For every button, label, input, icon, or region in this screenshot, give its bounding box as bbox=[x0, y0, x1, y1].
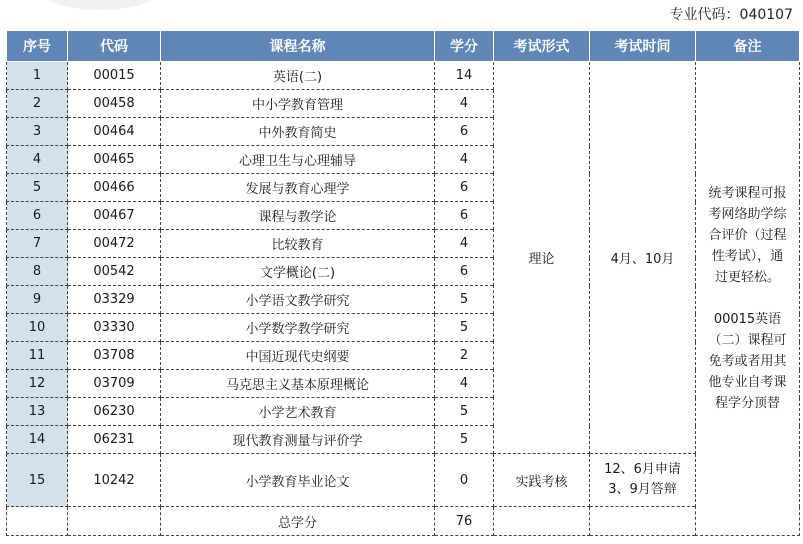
cell-credit: 5 bbox=[435, 426, 494, 454]
cell-seq: 12 bbox=[7, 370, 68, 398]
cell-empty bbox=[494, 507, 590, 536]
cell-exam-form-theory: 理论 bbox=[494, 62, 590, 454]
note-line: 合评价（过程 bbox=[708, 228, 787, 243]
cell-code: 06231 bbox=[68, 426, 161, 454]
total-label: 总学分 bbox=[161, 507, 435, 536]
col-header-credit: 学分 bbox=[435, 31, 494, 62]
cell-credit: 5 bbox=[435, 314, 494, 342]
cell-seq: 7 bbox=[7, 230, 68, 258]
cell-name: 心理卫生与心理辅导 bbox=[161, 146, 435, 174]
cell-seq: 3 bbox=[7, 118, 68, 146]
table-row bbox=[7, 454, 800, 507]
cell-seq: 1 bbox=[7, 62, 68, 90]
note-line: 程学分顶替 bbox=[714, 396, 780, 411]
cell-credit: 4 bbox=[435, 90, 494, 118]
cell-code: 03330 bbox=[68, 314, 161, 342]
cell-code: 06230 bbox=[68, 398, 161, 426]
cell-code: 00542 bbox=[68, 258, 161, 286]
cell-exam-form-practice: 实践考核 bbox=[494, 454, 590, 507]
cell-code: 00466 bbox=[68, 174, 161, 202]
total-row bbox=[7, 507, 800, 536]
cell-exam-time-theory: 4月、10月 bbox=[590, 62, 696, 454]
col-header-code: 代码 bbox=[68, 31, 161, 62]
cell-note bbox=[696, 62, 800, 536]
note-line: 过更轻松。 bbox=[714, 270, 780, 285]
logo-watermark bbox=[40, 0, 160, 10]
cell-name: 比较教育 bbox=[161, 230, 435, 258]
note-line: 他专业自考课 bbox=[708, 375, 787, 390]
cell-code: 00015 bbox=[68, 62, 161, 90]
cell-code: 00464 bbox=[68, 118, 161, 146]
cell-credit: 6 bbox=[435, 202, 494, 230]
note-line: 统考课程可报 bbox=[708, 186, 787, 201]
cell-code: 10242 bbox=[68, 454, 161, 507]
cell-credit: 2 bbox=[435, 342, 494, 370]
cell-seq: 6 bbox=[7, 202, 68, 230]
table-row bbox=[7, 62, 800, 90]
cell-credit: 6 bbox=[435, 258, 494, 286]
cell-name: 文学概论(二) bbox=[161, 258, 435, 286]
col-header-note: 备注 bbox=[696, 31, 800, 62]
cell-empty bbox=[7, 507, 68, 536]
cell-name: 小学语文教学研究 bbox=[161, 286, 435, 314]
cell-name: 发展与教育心理学 bbox=[161, 174, 435, 202]
cell-code: 03329 bbox=[68, 286, 161, 314]
cell-name: 中外教育简史 bbox=[161, 118, 435, 146]
cell-seq: 4 bbox=[7, 146, 68, 174]
major-code-label: 专业代码：040107 bbox=[669, 7, 793, 23]
cell-seq: 5 bbox=[7, 174, 68, 202]
cell-credit: 0 bbox=[435, 454, 494, 507]
cell-credit: 4 bbox=[435, 146, 494, 174]
note-line: （二）课程可 bbox=[708, 333, 787, 348]
note-line: 00015英语 bbox=[713, 312, 782, 327]
cell-name: 现代教育测量与评价学 bbox=[161, 426, 435, 454]
cell-credit: 5 bbox=[435, 286, 494, 314]
course-table bbox=[6, 30, 800, 536]
cell-code: 03708 bbox=[68, 342, 161, 370]
cell-name: 小学艺术教育 bbox=[161, 398, 435, 426]
note-line: 考网络助学综 bbox=[708, 207, 787, 222]
cell-credit: 5 bbox=[435, 398, 494, 426]
cell-seq: 11 bbox=[7, 342, 68, 370]
cell-credit: 6 bbox=[435, 118, 494, 146]
cell-credit: 4 bbox=[435, 230, 494, 258]
cell-seq: 10 bbox=[7, 314, 68, 342]
col-header-exam-form: 考试形式 bbox=[494, 31, 590, 62]
col-header-exam-time: 考试时间 bbox=[590, 31, 696, 62]
cell-name: 马克思主义基本原理概论 bbox=[161, 370, 435, 398]
table-header-row bbox=[7, 31, 800, 62]
note-line: 免考或者用其 bbox=[708, 354, 787, 369]
cell-seq: 8 bbox=[7, 258, 68, 286]
cell-credit: 14 bbox=[435, 62, 494, 90]
cell-name: 英语(二) bbox=[161, 62, 435, 90]
cell-code: 03709 bbox=[68, 370, 161, 398]
cell-code: 00472 bbox=[68, 230, 161, 258]
col-header-seq: 序号 bbox=[7, 31, 68, 62]
note-line: 性考试），通 bbox=[711, 249, 784, 264]
cell-seq: 13 bbox=[7, 398, 68, 426]
cell-seq: 15 bbox=[7, 454, 68, 507]
cell-seq: 14 bbox=[7, 426, 68, 454]
cell-code: 00458 bbox=[68, 90, 161, 118]
cell-name: 中国近现代史纲要 bbox=[161, 342, 435, 370]
cell-name: 课程与教学论 bbox=[161, 202, 435, 230]
exam-time-line: 3、9月答辩 bbox=[608, 482, 677, 497]
cell-empty bbox=[590, 507, 696, 536]
cell-credit: 4 bbox=[435, 370, 494, 398]
cell-exam-time-practice bbox=[590, 454, 696, 507]
total-credit: 76 bbox=[435, 507, 494, 536]
cell-name: 中小学教育管理 bbox=[161, 90, 435, 118]
exam-time-line: 12、6月申请 bbox=[604, 462, 681, 477]
col-header-name: 课程名称 bbox=[161, 31, 435, 62]
cell-code: 00465 bbox=[68, 146, 161, 174]
cell-seq: 9 bbox=[7, 286, 68, 314]
cell-code: 00467 bbox=[68, 202, 161, 230]
cell-credit: 6 bbox=[435, 174, 494, 202]
cell-name: 小学数学教学研究 bbox=[161, 314, 435, 342]
cell-seq: 2 bbox=[7, 90, 68, 118]
cell-empty bbox=[68, 507, 161, 536]
cell-name: 小学教育毕业论文 bbox=[161, 454, 435, 507]
